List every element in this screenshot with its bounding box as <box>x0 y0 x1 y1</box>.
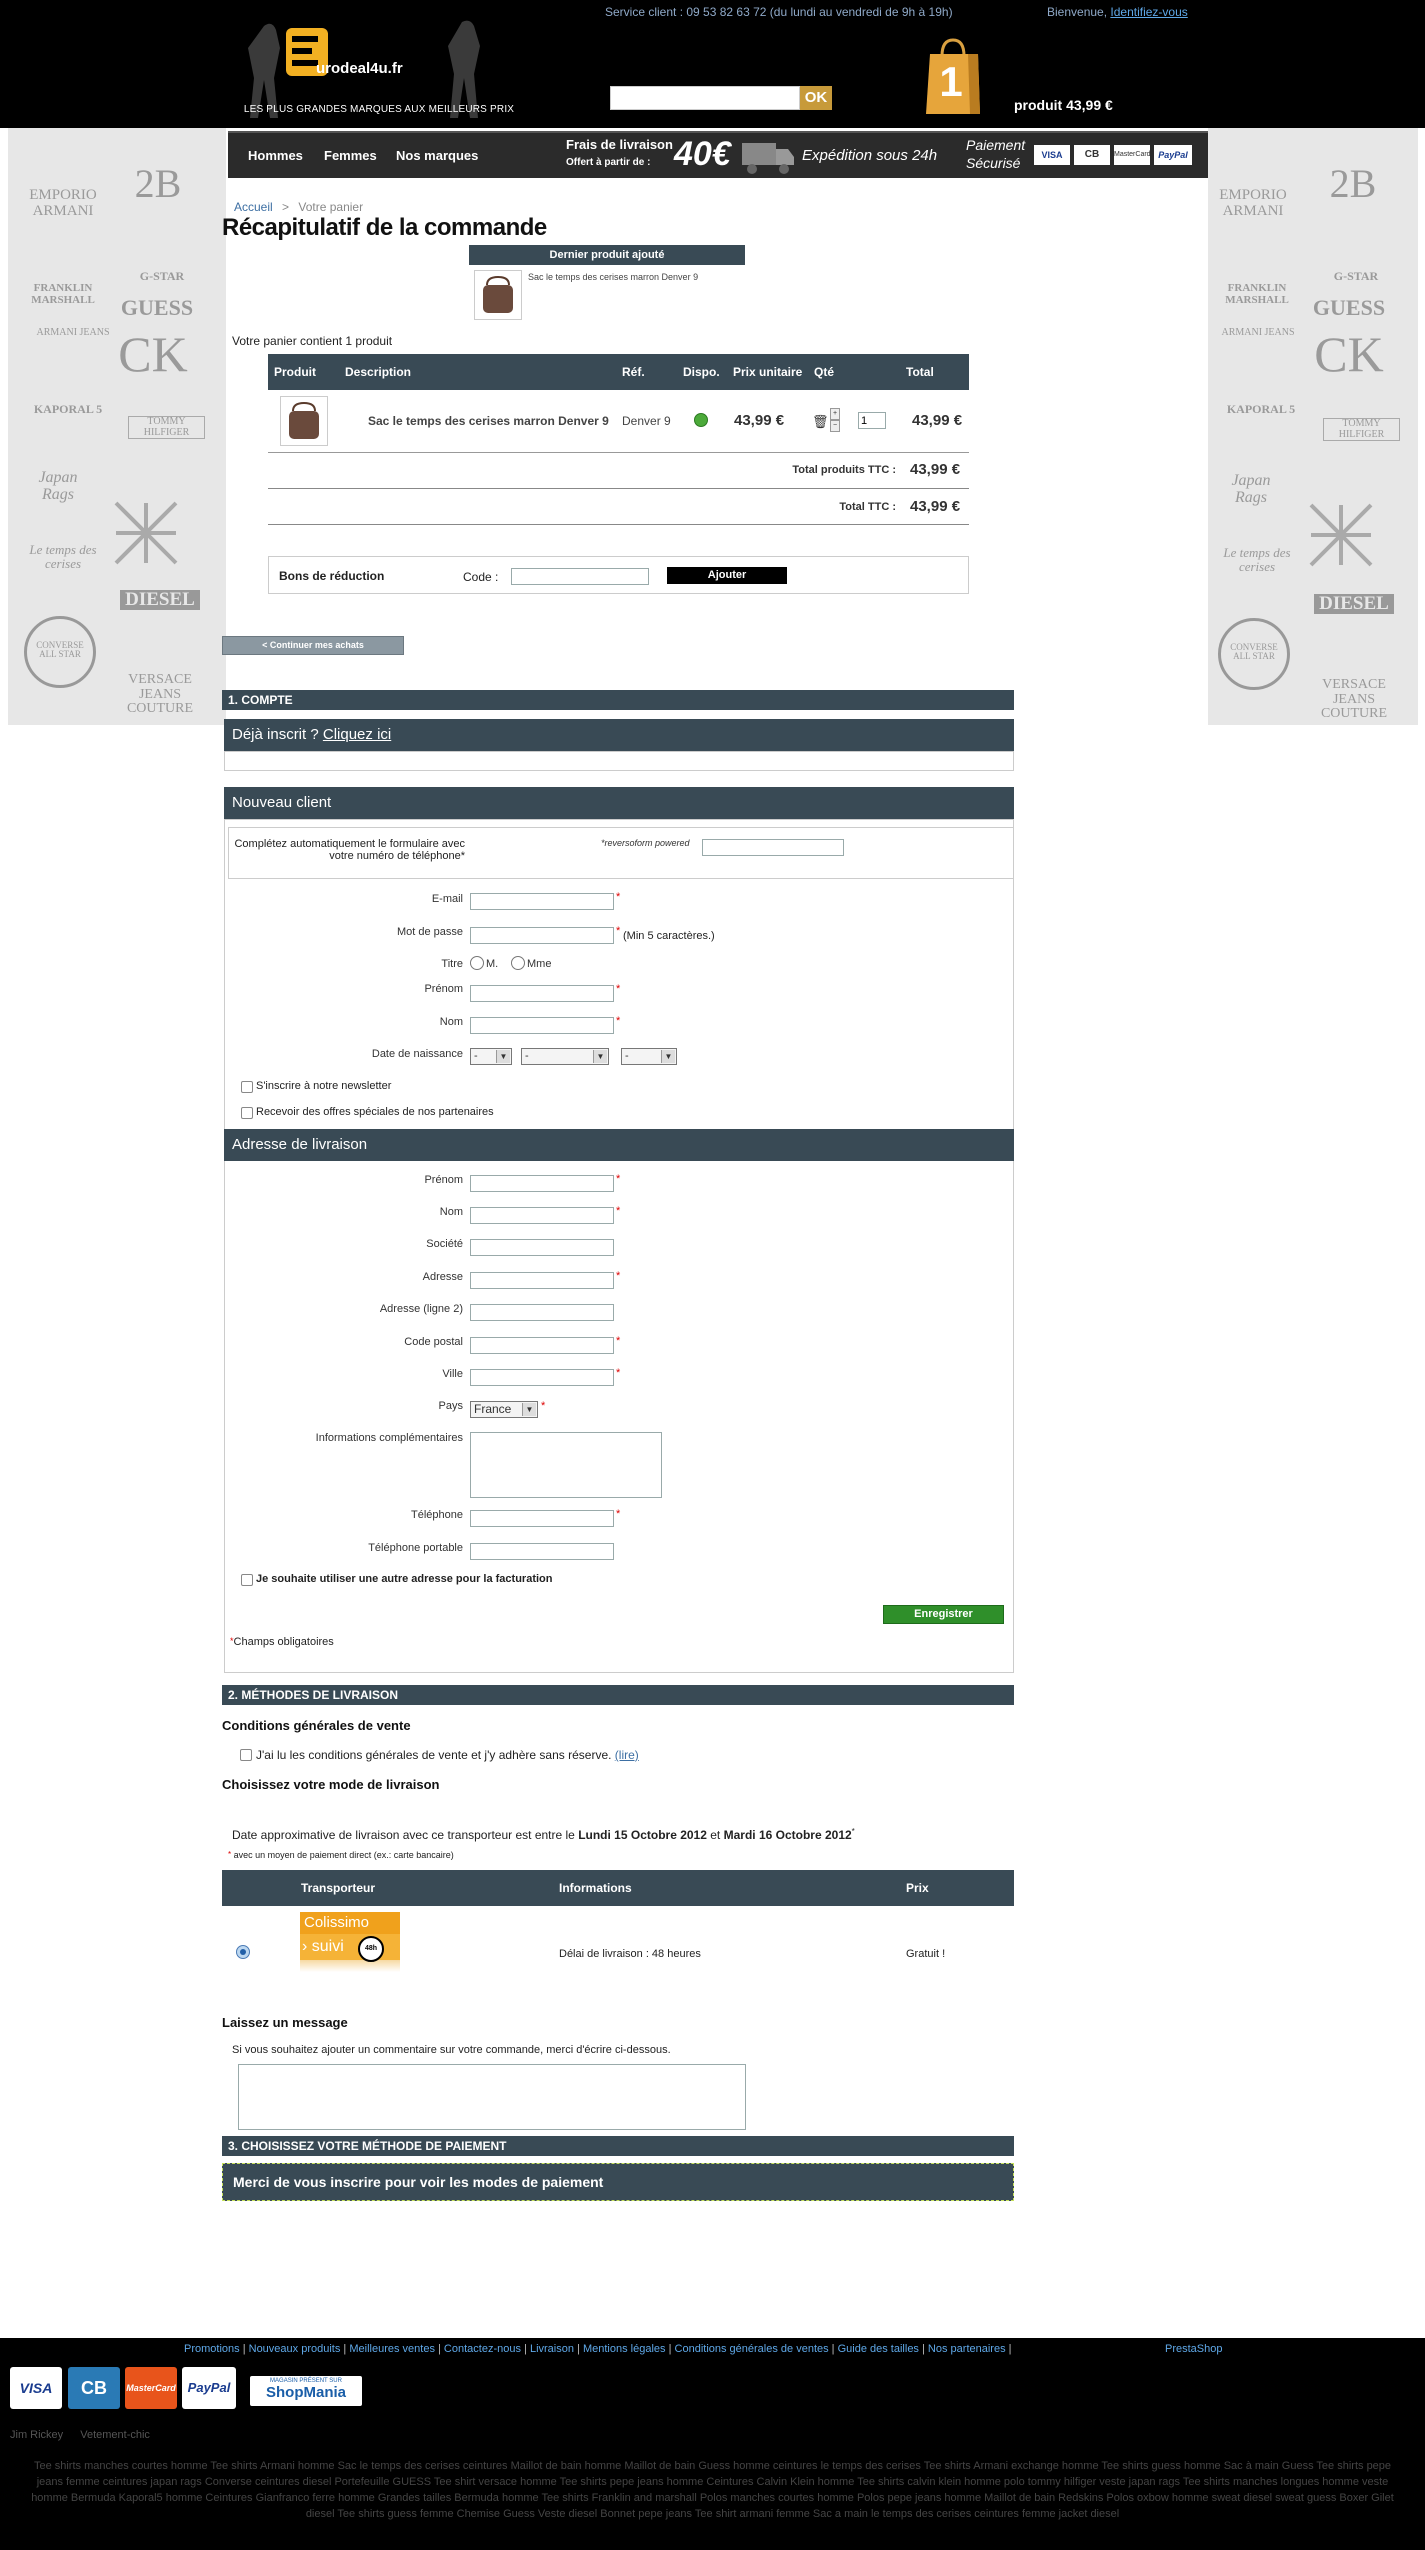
bag-product-icon <box>281 397 327 445</box>
d-city-field[interactable] <box>470 1369 614 1386</box>
section-livraison: 2. MÉTHODES DE LIVRAISON <box>222 1685 1014 1705</box>
d-country-select[interactable] <box>470 1401 538 1418</box>
birth-year-select[interactable] <box>621 1048 677 1065</box>
invoice-address-label: Je souhaite utiliser une autre adresse pour la facturation <box>256 1573 553 1585</box>
qty-stepper[interactable] <box>830 408 840 430</box>
voucher-add-button[interactable]: Ajouter <box>667 567 787 584</box>
optin-label: Recevoir des offres spéciales de nos partenaires <box>256 1106 494 1118</box>
carrier-price: Gratuit ! <box>906 1948 946 1960</box>
availability-dot-icon <box>694 413 708 427</box>
brand-knot-icon <box>111 498 181 568</box>
colissimo-logo <box>300 1912 400 1980</box>
carrier-title: Choisissez votre mode de livraison <box>222 1777 440 1792</box>
required-star: * <box>616 1205 621 1217</box>
footer-link-meilleures[interactable]: Meilleures ventes <box>349 2343 435 2355</box>
d-phone-label: Téléphone <box>411 1509 463 1521</box>
qty-up-icon[interactable]: + <box>830 408 840 420</box>
birthdate-label: Date de naissance <box>371 1048 463 1060</box>
shipping-title: Frais de livraison <box>566 137 673 152</box>
delivery-date-note <box>228 1850 454 1860</box>
brand-converse-r[interactable]: CONVERSE ALL STAR <box>1218 618 1290 690</box>
cart-row-thumb[interactable] <box>280 396 328 446</box>
autofill-text: Complétez automatiquement le formulaire avec votre numéro de téléphone* <box>234 838 465 862</box>
colissimo-top: Colissimo <box>300 1912 400 1934</box>
footer-link-livraison[interactable]: Livraison <box>529 2343 574 2355</box>
last-added-name[interactable]: Sac le temps des cerises marron Denver 9 <box>528 272 699 282</box>
cgv-read-link[interactable]: (lire) <box>614 1748 639 1762</box>
d-firstname-label: Prénom <box>424 1174 463 1186</box>
cart-table-header <box>268 354 969 390</box>
col-transporteur: Transporteur <box>301 1881 376 1895</box>
password-field[interactable] <box>470 927 614 944</box>
expedition-text: Expédition sous 24h <box>802 147 938 164</box>
shopmania-top: MAGASIN PRÉSENT SUR <box>270 2378 342 2384</box>
footer-link-nouveaux[interactable]: Nouveaux produits <box>248 2343 341 2355</box>
brand-g-star-r[interactable]: G-STAR <box>1333 269 1379 283</box>
newsletter-label: S'inscrire à notre newsletter <box>256 1080 392 1092</box>
voucher-title: Bons de réduction <box>279 569 385 583</box>
divider <box>268 524 969 525</box>
voucher-code-input[interactable] <box>511 568 649 585</box>
col-ref: Réf. <box>622 365 645 379</box>
date-to: Mardi 16 Octobre 2012 <box>723 1828 852 1842</box>
new-client-bar: Nouveau client <box>224 787 1014 819</box>
footer-links: Promotions | Nouveaux produits | Meilleures ventes | Contactez-nous | Livraison | Mentions légales | Conditions générales de ventes | Guide des tailles | Nos partenaires | <box>184 2343 1012 2355</box>
d-address2-field[interactable] <box>470 1304 614 1321</box>
brand-temps-cerises[interactable]: Le temps des cerises <box>29 542 97 571</box>
save-button[interactable]: Enregistrer <box>883 1605 1004 1624</box>
payment-label-1: Paiement <box>966 137 1026 153</box>
badge-48h-icon: 48h <box>358 1936 384 1962</box>
d-lastname-label: Nom <box>439 1206 463 1218</box>
search-ok-button[interactable]: OK <box>800 86 832 110</box>
brand-armani-jeans[interactable]: ARMANI JEANS <box>36 327 110 338</box>
cgv-label: J'ai lu les conditions générales de vente et j'y adhère sans réserve. <box>256 1748 612 1762</box>
breadcrumb-separator: > <box>282 200 290 214</box>
date-pre: Date approximative de livraison avec ce transporteur est entre le <box>232 1828 575 1842</box>
footer-link-contact[interactable]: Contactez-nous <box>443 2343 521 2355</box>
login-link[interactable]: Identifiez-vous <box>1110 5 1188 19</box>
cart-summary[interactable]: produit 43,99 € <box>1014 97 1113 113</box>
birth-month-value: - <box>525 1050 529 1062</box>
delivery-date-note-text: avec un moyen de paiement direct (ex.: carte bancaire) <box>233 1850 454 1860</box>
qty-input[interactable] <box>858 412 886 429</box>
required-star: * <box>616 1173 621 1185</box>
colissimo-bottom <box>300 1934 400 1960</box>
message-title: Laissez un message <box>222 2015 348 2030</box>
last-added-thumb[interactable] <box>474 270 522 320</box>
nav-femmes[interactable]: Femmes <box>324 148 377 163</box>
message-text: Si vous souhaitez ajouter un commentaire sur votre commande, merci d'écrire ci-dessous. <box>232 2044 671 2056</box>
brand-franklin-marshall-r[interactable]: FRANKLIN MARSHALL <box>1225 282 1289 306</box>
brand-converse[interactable]: CONVERSE ALL STAR <box>24 616 96 688</box>
d-other-textarea[interactable] <box>470 1432 662 1498</box>
breadcrumb-home[interactable]: Accueil <box>234 200 273 214</box>
nav-card-cb: CB <box>1074 145 1110 165</box>
required-star: * <box>616 1015 621 1027</box>
site-header <box>0 0 1425 128</box>
col-informations: Informations <box>559 1881 632 1895</box>
autofill-phone-input[interactable] <box>702 839 844 856</box>
brand-versace-r[interactable]: VERSACE JEANS COUTURE <box>1320 677 1388 722</box>
cart-count: 1 <box>939 58 963 105</box>
required-star: * <box>616 1270 621 1282</box>
shopmania-badge[interactable] <box>250 2376 362 2406</box>
autofill-powered: *reversoform powered <box>601 838 690 848</box>
d-country-value: France <box>474 1402 512 1416</box>
divider <box>268 488 969 489</box>
col-prix: Prix <box>906 1881 929 1895</box>
d-postcode-field[interactable] <box>470 1337 614 1354</box>
cart-row <box>268 390 969 453</box>
total-label: Total TTC : <box>839 501 896 513</box>
d-other-label: Informations complémentaires <box>315 1432 463 1444</box>
nav-card-paypal: PayPal <box>1154 145 1192 165</box>
carrier-info: Délai de livraison : 48 heures <box>559 1948 701 1960</box>
shopmania-name: ShopMania <box>265 2384 346 2401</box>
chevron-down-icon: ▼ <box>593 1050 607 1063</box>
brand-tommy[interactable]: TOMMY HILFIGER <box>128 416 205 439</box>
d-postcode-label: Code postal <box>404 1336 463 1348</box>
brands-sidebar-right <box>1208 128 1418 725</box>
d-country-label: Pays <box>438 1400 463 1412</box>
total-products-value: 43,99 € <box>910 461 961 478</box>
brand-g-star[interactable]: G-STAR <box>139 269 185 283</box>
d-address-field[interactable] <box>470 1272 614 1289</box>
footer-card-paypal: PayPal <box>182 2367 236 2409</box>
search-input[interactable] <box>610 86 800 110</box>
invoice-address-checkbox[interactable] <box>241 1574 253 1586</box>
date-and: et <box>710 1828 721 1842</box>
title-mrs-radio[interactable] <box>511 956 525 970</box>
col-qte: Qté <box>814 365 835 379</box>
brand-kaporal-r[interactable]: KAPORAL 5 <box>1226 402 1296 416</box>
welcome-text: Bienvenue, <box>1047 5 1108 19</box>
login-here-link[interactable]: Cliquez ici <box>322 726 392 743</box>
firstname-label: Prénom <box>424 983 463 995</box>
continue-shopping-button[interactable]: < Continuer mes achats <box>222 636 404 655</box>
chevron-down-icon: ▼ <box>661 1050 675 1063</box>
required-star: * <box>616 1367 621 1379</box>
date-from: Lundi 15 Octobre 2012 <box>578 1828 707 1842</box>
nav-card-mastercard: MasterCard <box>1114 145 1150 165</box>
shipping-sub: Offert à partir de : <box>566 157 651 168</box>
d-city-label: Ville <box>442 1368 463 1380</box>
brand-guess[interactable]: GUESS <box>120 295 194 320</box>
d-company-field[interactable] <box>470 1239 614 1256</box>
birth-day-select[interactable] <box>470 1048 512 1065</box>
brand-japan-rags-r[interactable]: Japan Rags <box>1231 472 1271 506</box>
payment-notice: Merci de vous inscrire pour voir les modes de paiement <box>222 2163 1014 2201</box>
required-star: * <box>851 1827 855 1836</box>
welcome-area <box>1047 5 1188 19</box>
footer-seo-text: Tee shirts manches courtes homme Tee shirts Armani homme Sac le temps des cerises ceintures Maillot de bain homme Maillot de bain Guess homme ceintures le temps des cerises Tee shirts Armani exchange homme Tee shirts guess homme Sac à main Guess Tee shirts pepe jeans femme ceintures japan rags Converse ceintures diesel Portefeuille GUESS Tee shirt versace homme Tee shirts pepe jeans homme Ceintures Calvin Klein homme Tee shirts calvin klein homme polo tommy hilfiger veste japan rags Tee shirts manches longues homme veste homme Bermuda Kaporal5 homme Ceintures Gianfranco ferre homme Grandes tailles Bermuda homme Tee shirts Franklin and marshall Polos manches courtes homme Polos pepe jeans homme Maillot de bain Redskins Polos oxbow homme sweat diesel sweat guess Boxer Gilet diesel Tee shirts guess femme Chemise Guess Veste diesel Bonnet pepe jeans Tee shirt armani femme Sac a main le temps des cerises ceintures femme jacket diesel <box>31 2460 1394 2520</box>
brand-2b[interactable]: 2B <box>134 161 182 206</box>
carrier-row <box>222 1906 1014 1986</box>
required-star: * <box>616 1335 621 1347</box>
d-phone-field[interactable] <box>470 1510 614 1527</box>
required-star: * <box>230 1636 234 1646</box>
shipping-amount: 40€ <box>674 135 731 173</box>
main-nav <box>228 131 1208 181</box>
footer-link-jim-rickey[interactable]: Jim Rickey <box>10 2429 64 2441</box>
email-label: E-mail <box>431 893 463 905</box>
footer-card-mastercard: MasterCard <box>125 2367 177 2409</box>
voucher-box <box>268 556 969 594</box>
footer-card-cb: CB <box>68 2367 120 2409</box>
delivery-date-text <box>232 1827 855 1842</box>
password-hint: (Min 5 caractères.) <box>623 930 715 942</box>
voucher-code-label: Code : <box>463 570 499 584</box>
service-text: Service client : 09 53 82 63 72 (du lundi au vendredi de 9h à 19h) <box>605 5 953 19</box>
footer-link-vetement-chic[interactable]: Vetement-chic <box>80 2429 150 2441</box>
required-star: * <box>616 891 621 903</box>
required-star: * <box>228 1850 232 1859</box>
section-paiement: 3. CHOISISSEZ VOTRE MÉTHODE DE PAIEMENT <box>222 2136 1014 2156</box>
d-firstname-field[interactable] <box>470 1175 614 1192</box>
brand-ck-r[interactable]: CK <box>1314 326 1384 382</box>
col-prix-unitaire: Prix unitaire <box>733 365 803 379</box>
required-star: * <box>616 1508 621 1520</box>
delete-icon[interactable]: 🗑 <box>812 414 829 429</box>
qty-down-icon[interactable]: − <box>830 420 840 432</box>
brand-knot-icon-r <box>1306 500 1376 570</box>
brand-japan-rags[interactable]: Japan Rags <box>38 469 78 503</box>
autofill-box <box>228 827 1014 879</box>
logo-text: urodeal4u.fr <box>316 60 403 77</box>
col-description: Description <box>345 365 412 379</box>
chevron-down-icon: ▼ <box>522 1403 536 1416</box>
title-mr-label: M. <box>486 958 499 970</box>
cart-row-unit-price: 43,99 € <box>734 412 785 429</box>
colissimo-reflection <box>300 1960 400 1972</box>
required-star: * <box>616 983 621 995</box>
footer-link-promotions[interactable]: Promotions <box>184 2343 240 2355</box>
section-compte: 1. COMPTE <box>222 690 1014 710</box>
carrier-radio[interactable] <box>236 1945 250 1959</box>
d-address2-label: Adresse (ligne 2) <box>379 1303 463 1315</box>
col-produit: Produit <box>274 365 316 379</box>
nav-nos-marques[interactable]: Nos marques <box>396 148 479 163</box>
required-note <box>230 1636 334 1648</box>
carrier-table-header <box>222 1870 1014 1906</box>
d-mobile-field[interactable] <box>470 1543 614 1560</box>
footer-link-cgv[interactable]: Conditions générales de ventes <box>674 2343 829 2355</box>
newsletter-checkbox[interactable] <box>241 1081 253 1093</box>
cart-row-total: 43,99 € <box>912 412 963 429</box>
truck-icon <box>740 139 796 175</box>
payment-label-2: Sécurisé <box>966 155 1021 171</box>
footer-small-links <box>10 2429 150 2441</box>
birth-year-value: - <box>625 1050 629 1062</box>
title-mr-radio[interactable] <box>470 956 484 970</box>
brand-versace[interactable]: VERSACE JEANS COUTURE <box>126 672 194 717</box>
lastname-field[interactable] <box>470 1017 614 1034</box>
colissimo-suivi: › suivi <box>302 1938 344 1955</box>
already-registered-text: Déjà inscrit ? <box>232 726 319 743</box>
footer-prestashop-link[interactable]: PrestaShop <box>1165 2343 1223 2355</box>
d-company-label: Société <box>426 1238 463 1250</box>
brand-armani-jeans-r[interactable]: ARMANI JEANS <box>1221 327 1295 338</box>
required-note-text: Champs obligatoires <box>233 1636 334 1648</box>
brand-kaporal[interactable]: KAPORAL 5 <box>33 402 103 416</box>
footer-link-mentions[interactable]: Mentions légales <box>582 2343 666 2355</box>
brand-emporio-armani[interactable]: EMPORIO ARMANI <box>29 187 97 219</box>
brand-tommy-r[interactable]: TOMMY HILFIGER <box>1323 418 1400 441</box>
slogan: LES PLUS GRANDES MARQUES AUX MEILLEURS PRIX <box>243 104 515 115</box>
d-address-label: Adresse <box>422 1271 463 1283</box>
brand-temps-cerises-r[interactable]: Le temps des cerises <box>1223 545 1291 574</box>
brand-franklin-marshall[interactable]: FRANKLIN MARSHALL <box>31 282 95 306</box>
brand-diesel-r[interactable]: DIESEL <box>1314 594 1394 614</box>
breadcrumb-current: Votre panier <box>298 200 364 214</box>
cart-row-ref: Denver 9 <box>622 414 671 428</box>
nav-hommes[interactable]: Hommes <box>248 148 303 163</box>
brand-emporio-armani-r[interactable]: EMPORIO ARMANI <box>1219 187 1287 219</box>
firstname-field[interactable] <box>470 985 614 1002</box>
bag-product-icon <box>475 271 521 319</box>
already-registered-bar <box>224 719 1014 751</box>
footer-card-visa: VISA <box>10 2367 62 2409</box>
chevron-down-icon: ▼ <box>496 1050 510 1063</box>
brands-sidebar-left <box>8 128 226 725</box>
site-logo[interactable] <box>234 18 524 118</box>
cgv-text <box>256 1748 639 1762</box>
title-mrs-label: Mme <box>527 958 552 970</box>
nav-card-visa: VISA <box>1034 145 1070 165</box>
total-products-label: Total produits TTC : <box>792 464 896 476</box>
required-star: * <box>616 925 621 937</box>
brand-ck[interactable]: CK <box>118 326 188 382</box>
cart-count-text: Votre panier contient 1 produit <box>232 334 393 348</box>
lastname-label: Nom <box>439 1016 463 1028</box>
brand-2b-r[interactable]: 2B <box>1329 161 1377 206</box>
already-registered-panel <box>224 751 1014 771</box>
brand-diesel[interactable]: DIESEL <box>120 590 200 610</box>
required-star: * <box>541 1400 546 1412</box>
d-mobile-label: Téléphone portable <box>368 1542 463 1554</box>
page-title: Récapitulatif de la commande <box>222 214 547 241</box>
cgv-title: Conditions générales de vente <box>222 1718 411 1733</box>
optin-checkbox[interactable] <box>241 1107 253 1119</box>
delivery-address-bar: Adresse de livraison <box>224 1129 1014 1161</box>
total-value: 43,99 € <box>910 498 961 515</box>
brand-guess-r[interactable]: GUESS <box>1312 295 1386 320</box>
breadcrumb <box>234 200 363 214</box>
password-label: Mot de passe <box>396 926 463 938</box>
cart-bag-icon[interactable] <box>924 36 982 114</box>
footer-link-partenaires[interactable]: Nos partenaires <box>927 2343 1006 2355</box>
col-total: Total <box>906 365 934 379</box>
birth-day-value: - <box>474 1050 478 1062</box>
birth-month-select[interactable] <box>521 1048 609 1065</box>
col-dispo: Dispo. <box>683 365 720 379</box>
cart-row-description[interactable]: Sac le temps des cerises marron Denver 9 <box>368 414 609 428</box>
title-label: Titre <box>441 958 463 970</box>
radio-dot <box>240 1949 246 1955</box>
cgv-checkbox[interactable] <box>240 1749 252 1761</box>
footer-link-guide[interactable]: Guide des tailles <box>837 2343 919 2355</box>
last-added-header: Dernier produit ajouté <box>469 245 745 265</box>
d-lastname-field[interactable] <box>470 1207 614 1224</box>
email-field[interactable] <box>470 893 614 910</box>
message-textarea[interactable] <box>238 2064 746 2130</box>
